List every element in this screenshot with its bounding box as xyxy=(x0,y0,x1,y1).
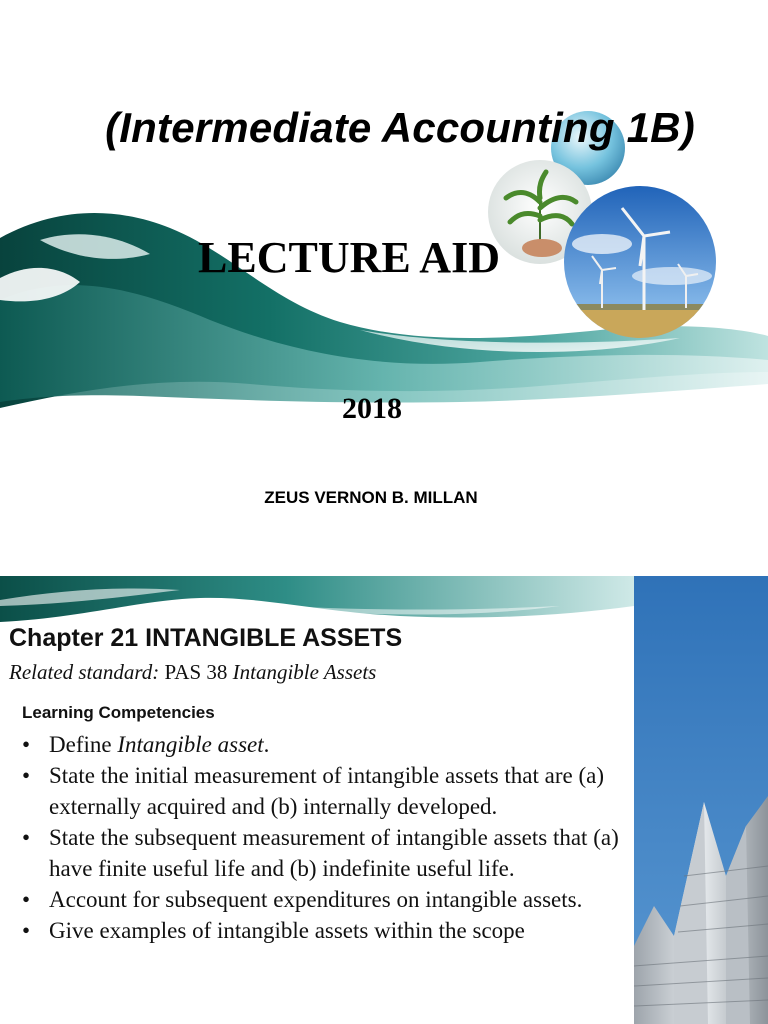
bullet-icon: • xyxy=(22,918,31,943)
related-standard-code: PAS 38 xyxy=(164,660,228,684)
bullet-text: Account for subsequent expenditures on intangible assets. xyxy=(49,887,583,912)
bullet-text: Give examples of intangible assets within the scope xyxy=(49,918,525,943)
competencies-list xyxy=(20,729,632,946)
course-subtitle: (Intermediate Accounting 1B) xyxy=(105,104,695,151)
year-label: 2018 xyxy=(342,392,402,425)
list-item xyxy=(20,760,632,822)
lecture-title: LECTURE AID xyxy=(198,233,500,282)
related-standard xyxy=(9,660,376,685)
content-slide xyxy=(0,576,768,1024)
bullet-text: Define xyxy=(49,732,118,757)
list-item xyxy=(20,729,632,760)
bullet-icon: • xyxy=(22,887,31,912)
list-item xyxy=(20,884,632,915)
bullet-icon: • xyxy=(22,763,31,788)
bullet-text: State the initial measurement of intangible assets that are (a) externally acquired and (b) internally developed. xyxy=(49,763,604,819)
list-item xyxy=(20,915,632,946)
bullet-text-end: . xyxy=(263,732,270,757)
bullet-icon: • xyxy=(22,825,31,850)
chapter-title: Chapter 21 INTANGIBLE ASSETS xyxy=(9,624,403,652)
related-standard-name: Intangible Assets xyxy=(232,660,377,684)
bullet-icon: • xyxy=(22,732,31,757)
learning-competencies-heading: Learning Competencies xyxy=(22,703,215,722)
bullet-text: State the subsequent measurement of intangible assets that (a) have finite useful life and (b) indefinite useful life. xyxy=(49,825,619,881)
related-label: Related standard: xyxy=(9,660,160,684)
bullet-emphasis: Intangible asset xyxy=(117,732,264,757)
wind-turbine-sphere-image xyxy=(562,184,718,340)
list-item xyxy=(20,822,632,884)
author-name: ZEUS VERNON B. MILLAN xyxy=(264,488,478,507)
building-photo xyxy=(634,576,768,1024)
